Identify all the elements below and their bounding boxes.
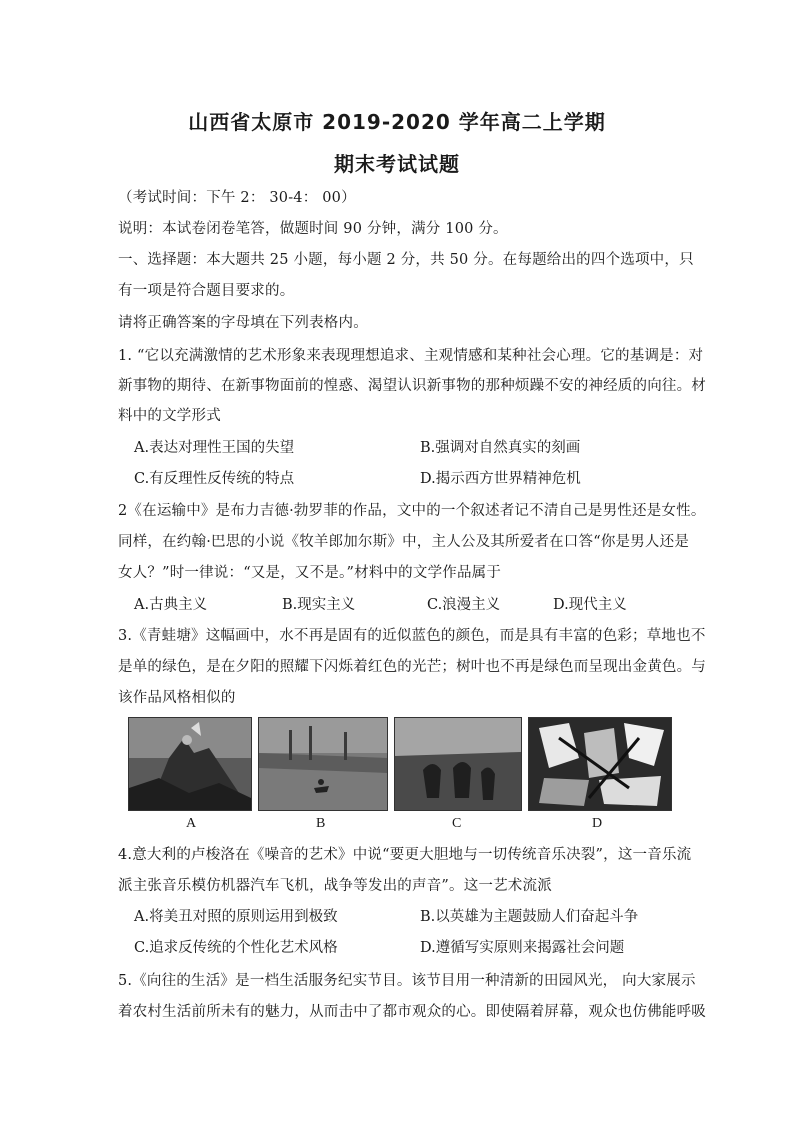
painting-b-label: B <box>316 816 326 831</box>
instruction: 请将正确答案的字母填在下列表格内。 <box>118 315 368 331</box>
q1-option-b: B.强调对自然真实的刻画 <box>420 440 581 456</box>
q1-option-c: C.有反理性反传统的特点 <box>134 471 295 487</box>
question-1-line-1: 1. “它以充满激情的艺术形象来表现理想追求、主观情感和某种社会心理。它的基调是：对 <box>118 348 704 364</box>
q2-option-a: A.古典主义 <box>134 597 208 613</box>
q4-option-a: A.将美丑对照的原则运用到极致 <box>134 909 338 925</box>
section-heading-cont: 有一项是符合题目要求的。 <box>118 283 295 299</box>
q1-option-d: D.揭示西方世界精神危机 <box>420 471 581 487</box>
exam-note: 说明：本试卷闭卷笔答，做题时间 90 分钟，满分 100 分。 <box>118 221 508 237</box>
painting-d-label: D <box>592 816 603 831</box>
q2-option-d: D.现代主义 <box>553 597 627 613</box>
question-5-line-2: 着农村生活前所未有的魅力，从而击中了都市观众的心。即使隔着屏幕，观众也仿佛能呼吸 <box>118 1004 706 1020</box>
question-1-line-3: 料中的文学形式 <box>118 408 221 424</box>
painting-b-image <box>258 717 388 811</box>
painting-a-image <box>128 717 252 811</box>
q2-option-b: B.现实主义 <box>282 597 356 613</box>
question-3-line-3: 该作品风格相似的 <box>118 690 236 706</box>
painting-a-label: A <box>186 816 197 831</box>
question-2-line-3: 女人？”时一律说：“又是，又不是。”材料中的文学作品属于 <box>118 565 502 581</box>
question-4-line-2: 派主张音乐模仿机器汽车飞机，战争等发出的声音”。这一艺术流派 <box>118 878 552 894</box>
q2-option-c: C.浪漫主义 <box>427 597 501 613</box>
question-4-line-1: 4.意大利的卢梭洛在《噪音的艺术》中说“要更大胆地与一切传统音乐决裂”，这一音乐流 <box>118 847 692 863</box>
q4-option-d: D.遵循写实原则来揭露社会问题 <box>420 940 625 956</box>
exam-subtitle: 期末考试试题 <box>334 152 460 176</box>
question-3-line-1: 3.《青蛙塘》这幅画中，水不再是固有的近似蓝色的颜色，而是具有丰富的色彩；草地也不 <box>118 628 706 644</box>
q1-option-a: A.表达对理性王国的失望 <box>134 440 295 456</box>
exam-title: 山西省太原市 2019-2020 学年高二上学期 <box>188 110 606 134</box>
painting-c-label: C <box>452 816 462 831</box>
question-2-line-2: 同样，在约翰·巴思的小说《牧羊郎加尔斯》中，主人公及其所爱者在口答“你是男人还是 <box>118 534 690 550</box>
q4-option-c: C.追求反传统的个性化艺术风格 <box>134 940 338 956</box>
q4-option-b: B.以英雄为主题鼓励人们奋起斗争 <box>420 909 639 925</box>
section-heading: 一、选择题：本大题共 25 小题，每小题 2 分，共 50 分。在每题给出的四个选项中，只 <box>118 252 694 268</box>
question-5-line-1: 5.《向往的生活》是一档生活服务纪实节目。该节目用一种清新的田园风光， 向大家展示 <box>118 973 696 989</box>
question-1-line-2: 新事物的期待、在新事物面前的惶惑、渴望认识新事物的那种烦躁不安的神经质的向往。材 <box>118 378 706 394</box>
exam-time: （考试时间：下午 2： 30-4： 00） <box>118 190 356 206</box>
painting-d-image <box>528 717 672 811</box>
question-2-line-1: 2《在运输中》是布力吉德·勃罗菲的作品，文中的一个叙述者记不清自己是男性还是女性。 <box>118 503 706 519</box>
question-3-line-2: 是单的绿色，是在夕阳的照耀下闪烁着红色的光芒；树叶也不再是绿色而呈现出金黄色。与 <box>118 659 706 675</box>
painting-c-image <box>394 717 522 811</box>
